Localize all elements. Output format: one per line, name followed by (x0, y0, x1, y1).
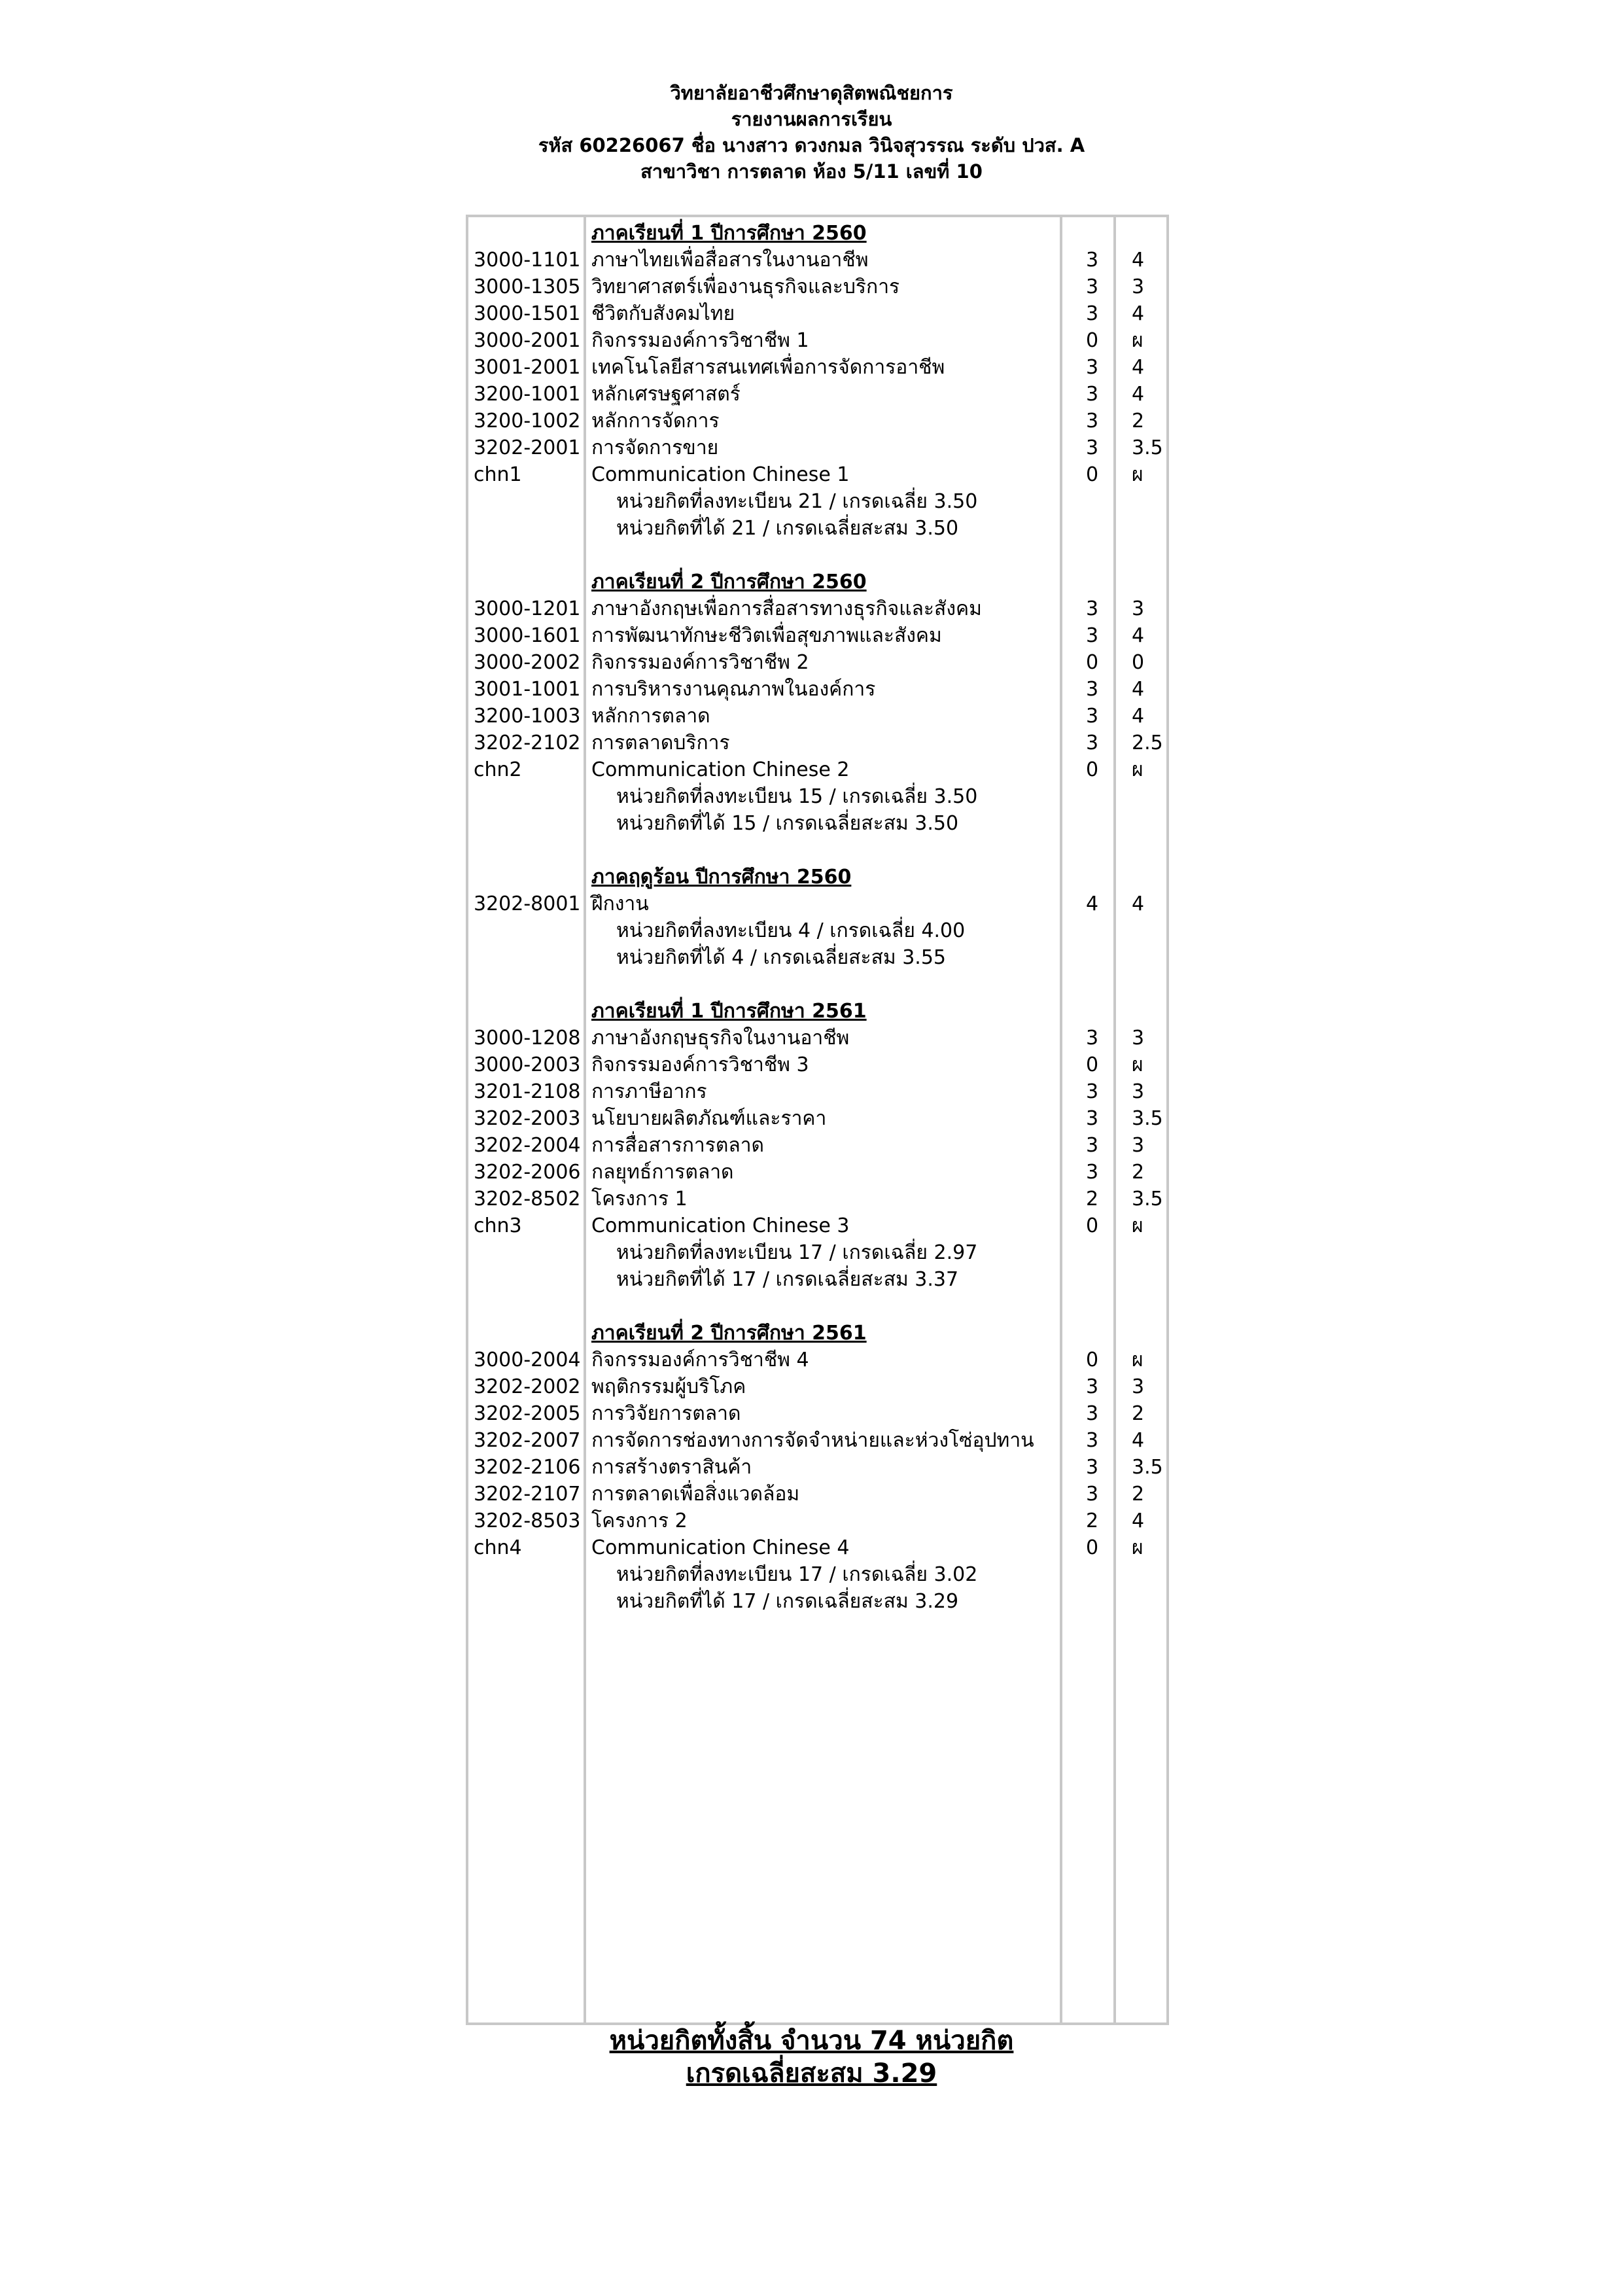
semester-summary-registered (468, 1561, 1166, 1588)
course-grade: 2 (1132, 1483, 1145, 1506)
course-row (468, 354, 1166, 381)
course-grade: 3.5 (1132, 1456, 1163, 1479)
course-name: กิจกรรมองค์การวิชาชีพ 4 (591, 1349, 809, 1371)
course-credits: 2 (1086, 1188, 1099, 1210)
course-row (468, 247, 1166, 274)
course-name: โครงการ 2 (591, 1510, 688, 1532)
course-row (468, 1534, 1166, 1561)
course-grade: 4 (1132, 624, 1145, 647)
course-credits: 3 (1086, 1375, 1099, 1398)
course-code: 3000-2001 (474, 329, 581, 352)
course-name: ชีวิตกับสังคมไทย (591, 302, 735, 325)
course-credits: 0 (1086, 1053, 1099, 1076)
course-credits: 3 (1086, 1456, 1099, 1479)
course-row (468, 1186, 1166, 1212)
course-code: 3000-1201 (474, 597, 581, 620)
course-grade: 4 (1132, 892, 1145, 915)
course-credits: 3 (1086, 436, 1099, 459)
summary-earned-text: หน่วยกิตที่ได้ 4 / เกรดเฉลี่ยสะสม 3.55 (616, 946, 947, 969)
semester-spacer (468, 837, 1166, 864)
summary-earned-text: หน่วยกิตที่ได้ 17 / เกรดเฉลี่ยสะสม 3.37 (616, 1268, 959, 1291)
semester-summary-registered (468, 1239, 1166, 1266)
course-credits: 3 (1086, 1080, 1099, 1103)
course-name: การบริหารงานคุณภาพในองค์การ (591, 678, 876, 701)
course-grade: 3 (1132, 275, 1145, 298)
semester-title: ภาคเรียนที่ 2 ปีการศึกษา 2561 (591, 1322, 867, 1345)
course-row (468, 756, 1166, 783)
course-grade: 3 (1132, 1027, 1145, 1050)
course-row (468, 622, 1166, 649)
course-name: Communication Chinese 1 (591, 463, 850, 486)
course-credits: 0 (1086, 1214, 1099, 1237)
course-credits: 3 (1086, 1483, 1099, 1506)
course-name: การตลาดบริการ (591, 732, 730, 754)
semester-title-row (468, 864, 1166, 891)
course-name: การพัฒนาทักษะชีวิตเพื่อสุขภาพและสังคม (591, 624, 942, 647)
course-credits: 0 (1086, 329, 1099, 352)
course-grade: 4 (1132, 249, 1145, 272)
course-row (468, 1051, 1166, 1078)
school-name: วิทยาลัยอาชีวศึกษาดุสิตพณิชยการ (670, 82, 953, 104)
course-row (468, 891, 1166, 917)
course-name: เทคโนโลยีสารสนเทศเพื่อการจัดการอาชีพ (591, 356, 945, 379)
course-credits: 0 (1086, 758, 1099, 781)
course-row (468, 1132, 1166, 1159)
course-credits: 0 (1086, 1349, 1099, 1371)
course-grade: 4 (1132, 1510, 1145, 1532)
course-name: การสื่อสารการตลาด (591, 1134, 765, 1157)
course-credits: 3 (1086, 1429, 1099, 1452)
summary-registered-text: หน่วยกิตที่ลงทะเบียน 21 / เกรดเฉลี่ย 3.50 (616, 490, 978, 513)
course-grade: ผ (1132, 329, 1143, 352)
course-credits: 3 (1086, 597, 1099, 620)
course-code: 3202-2002 (474, 1375, 581, 1398)
course-grade: 3 (1132, 597, 1145, 620)
course-name: วิทยาศาสตร์เพื่องานธุรกิจและบริการ (591, 275, 900, 298)
course-credits: 3 (1086, 1161, 1099, 1184)
course-name: ฝึกงาน (591, 892, 649, 915)
course-row (468, 595, 1166, 622)
course-grade: 3.5 (1132, 436, 1163, 459)
course-code: 3200-1001 (474, 383, 581, 406)
semester-summary-registered (468, 783, 1166, 810)
course-row (468, 1025, 1166, 1051)
course-row (468, 1159, 1166, 1186)
course-credits: 3 (1086, 678, 1099, 701)
course-credits: 3 (1086, 1027, 1099, 1050)
course-code: 3202-2006 (474, 1161, 581, 1184)
summary-registered-text: หน่วยกิตที่ลงทะเบียน 17 / เกรดเฉลี่ย 3.02 (616, 1563, 978, 1586)
course-grade: 3 (1132, 1080, 1145, 1103)
course-credits: 3 (1086, 302, 1099, 325)
report-header (0, 80, 1623, 185)
course-grade: 3.5 (1132, 1188, 1163, 1210)
course-grade: 4 (1132, 1429, 1145, 1452)
student-info: รหัส 60226067 ชื่อ นางสาว ดวงกมล วินิจสุวรรณ ระดับ ปวส. A (538, 134, 1085, 156)
course-name: การจัดการช่องทางการจัดจำหน่ายและห่วงโซ่อุปทาน (591, 1429, 1034, 1452)
course-name: การตลาดเพื่อสิ่งแวดล้อม (591, 1483, 800, 1506)
course-grade: 2 (1132, 1161, 1145, 1184)
course-name: หลักการตลาด (591, 705, 710, 728)
course-credits: 0 (1086, 463, 1099, 486)
course-grade: ผ (1132, 463, 1143, 486)
course-name: นโยบายผลิตภัณฑ์และราคา (591, 1107, 827, 1130)
course-row (468, 676, 1166, 703)
course-credits: 3 (1086, 249, 1099, 272)
course-grade: ผ (1132, 1053, 1143, 1076)
course-name: การจัดการขาย (591, 436, 719, 459)
course-code: 3000-1305 (474, 275, 581, 298)
course-code: 3202-2001 (474, 436, 581, 459)
course-row (468, 1427, 1166, 1454)
course-row (468, 327, 1166, 354)
course-grade: 3.5 (1132, 1107, 1163, 1130)
course-row (468, 730, 1166, 756)
course-name: ภาษาอังกฤษเพื่อการสื่อสารทางธุรกิจและสังคม (591, 597, 982, 620)
semester-summary-earned (468, 1266, 1166, 1293)
course-credits: 4 (1086, 892, 1099, 915)
summary-earned-text: หน่วยกิตที่ได้ 17 / เกรดเฉลี่ยสะสม 3.29 (616, 1590, 959, 1613)
course-grade: ผ (1132, 1536, 1143, 1559)
course-grade: 4 (1132, 383, 1145, 406)
course-credits: 3 (1086, 705, 1099, 728)
course-row (468, 649, 1166, 676)
summary-registered-text: หน่วยกิตที่ลงทะเบียน 4 / เกรดเฉลี่ย 4.00 (616, 919, 966, 942)
course-name: การภาษีอากร (591, 1080, 707, 1103)
summary-registered-text: หน่วยกิตที่ลงทะเบียน 15 / เกรดเฉลี่ย 3.50 (616, 785, 978, 808)
course-name: โครงการ 1 (591, 1188, 688, 1210)
course-credits: 3 (1086, 275, 1099, 298)
course-credits: 3 (1086, 1107, 1099, 1130)
semester-spacer (468, 1293, 1166, 1320)
semester-title-row (468, 1320, 1166, 1347)
course-row (468, 1105, 1166, 1132)
course-row (468, 1400, 1166, 1427)
course-name: หลักการจัดการ (591, 410, 720, 433)
semester-title: ภาคฤดูร้อน ปีการศึกษา 2560 (591, 866, 852, 889)
course-credits: 0 (1086, 1536, 1099, 1559)
course-code: 3202-2004 (474, 1134, 581, 1157)
course-name: Communication Chinese 4 (591, 1536, 850, 1559)
course-grade: 0 (1132, 651, 1145, 674)
course-code: 3202-8001 (474, 892, 581, 915)
course-credits: 3 (1086, 732, 1099, 754)
course-name: พฤติกรรมผู้บริโภค (591, 1375, 746, 1398)
course-row (468, 434, 1166, 461)
semester-summary-earned (468, 1588, 1166, 1615)
course-grade: 3 (1132, 1375, 1145, 1398)
course-name: กิจกรรมองค์การวิชาชีพ 3 (591, 1053, 809, 1076)
course-row (468, 461, 1166, 488)
course-code: 3202-8502 (474, 1188, 581, 1210)
course-row (468, 1508, 1166, 1534)
course-credits: 2 (1086, 1510, 1099, 1532)
course-credits: 3 (1086, 410, 1099, 433)
course-row (468, 381, 1166, 408)
course-code: chn2 (474, 758, 522, 781)
semester-spacer (468, 971, 1166, 998)
course-row (468, 1212, 1166, 1239)
course-code: 3202-8503 (474, 1510, 581, 1532)
semester-title: ภาคเรียนที่ 1 ปีการศึกษา 2560 (591, 222, 867, 245)
course-code: 3202-2106 (474, 1456, 581, 1479)
semester-title-row (468, 569, 1166, 595)
course-grade: 4 (1132, 705, 1145, 728)
course-name: หลักเศรษฐศาสตร์ (591, 383, 741, 406)
semester-summary-earned (468, 515, 1166, 542)
semester-title-row (468, 220, 1166, 247)
course-code: 3202-2003 (474, 1107, 581, 1130)
course-credits: 3 (1086, 356, 1099, 379)
course-name: Communication Chinese 3 (591, 1214, 850, 1237)
course-code: chn1 (474, 463, 522, 486)
course-row (468, 274, 1166, 300)
course-code: 3000-2004 (474, 1349, 581, 1371)
course-name: ภาษาไทยเพื่อสื่อสารในงานอาชีพ (591, 249, 869, 272)
course-name: การวิจัยการตลาด (591, 1402, 741, 1425)
course-row (468, 703, 1166, 730)
course-grade: ผ (1132, 1349, 1143, 1371)
course-grade: 3 (1132, 1134, 1145, 1157)
grades-table-body (468, 220, 1166, 1615)
summary-registered-text: หน่วยกิตที่ลงทะเบียน 17 / เกรดเฉลี่ย 2.97 (616, 1241, 978, 1264)
course-grade: 4 (1132, 302, 1145, 325)
course-code: 3202-2102 (474, 732, 581, 754)
course-code: 3202-2005 (474, 1402, 581, 1425)
total-credits: หน่วยกิตทั้งสิ้น จำนวน 74 หน่วยกิต (609, 2026, 1014, 2056)
semester-title-row (468, 998, 1166, 1025)
course-credits: 3 (1086, 1402, 1099, 1425)
course-code: 3000-1601 (474, 624, 581, 647)
course-code: 3001-1001 (474, 678, 581, 701)
semester-summary-earned (468, 810, 1166, 837)
summary-earned-text: หน่วยกิตที่ได้ 21 / เกรดเฉลี่ยสะสม 3.50 (616, 517, 959, 540)
course-code: 3200-1002 (474, 410, 581, 433)
course-name: ภาษาอังกฤษธุรกิจในงานอาชีพ (591, 1027, 850, 1050)
course-row (468, 408, 1166, 434)
semester-title: ภาคเรียนที่ 2 ปีการศึกษา 2560 (591, 571, 867, 593)
course-code: 3200-1003 (474, 705, 581, 728)
course-grade: ผ (1132, 758, 1143, 781)
semester-summary-registered (468, 488, 1166, 515)
report-title: รายงานผลการเรียน (731, 108, 892, 130)
course-name: การสร้างตราสินค้า (591, 1456, 752, 1479)
program-info: สาขาวิชา การตลาด ห้อง 5/11 เลขที่ 10 (640, 160, 983, 183)
course-credits: 0 (1086, 651, 1099, 674)
course-grade: 4 (1132, 356, 1145, 379)
course-credits: 3 (1086, 624, 1099, 647)
course-code: 3202-2007 (474, 1429, 581, 1452)
course-name: กลยุทธ์การตลาด (591, 1161, 734, 1184)
course-code: 3000-1101 (474, 249, 581, 272)
course-name: Communication Chinese 2 (591, 758, 850, 781)
course-row (468, 1078, 1166, 1105)
course-code: 3000-2003 (474, 1053, 581, 1076)
course-credits: 3 (1086, 383, 1099, 406)
course-row (468, 1454, 1166, 1481)
course-grade: 2 (1132, 410, 1145, 433)
course-name: กิจกรรมองค์การวิชาชีพ 1 (591, 329, 809, 352)
course-code: 3000-1501 (474, 302, 581, 325)
course-code: 3202-2107 (474, 1483, 581, 1506)
semester-summary-registered (468, 917, 1166, 944)
course-row (468, 1373, 1166, 1400)
course-code: 3000-2002 (474, 651, 581, 674)
summary-earned-text: หน่วยกิตที่ได้ 15 / เกรดเฉลี่ยสะสม 3.50 (616, 812, 959, 835)
semester-spacer (468, 542, 1166, 569)
course-grade: 4 (1132, 678, 1145, 701)
cumulative-gpa: เกรดเฉลี่ยสะสม 3.29 (686, 2058, 937, 2089)
course-grade: ผ (1132, 1214, 1143, 1237)
course-grade: 2.5 (1132, 732, 1163, 754)
course-grade: 2 (1132, 1402, 1145, 1425)
semester-title: ภาคเรียนที่ 1 ปีการศึกษา 2561 (591, 1000, 867, 1023)
course-code: chn3 (474, 1214, 522, 1237)
course-code: 3201-2108 (474, 1080, 581, 1103)
course-row (468, 1481, 1166, 1508)
semester-summary-earned (468, 944, 1166, 971)
course-credits: 3 (1086, 1134, 1099, 1157)
course-code: chn4 (474, 1536, 522, 1559)
course-row (468, 300, 1166, 327)
course-code: 3001-2001 (474, 356, 581, 379)
course-name: กิจกรรมองค์การวิชาชีพ 2 (591, 651, 809, 674)
course-row (468, 1347, 1166, 1373)
course-code: 3000-1208 (474, 1027, 581, 1050)
